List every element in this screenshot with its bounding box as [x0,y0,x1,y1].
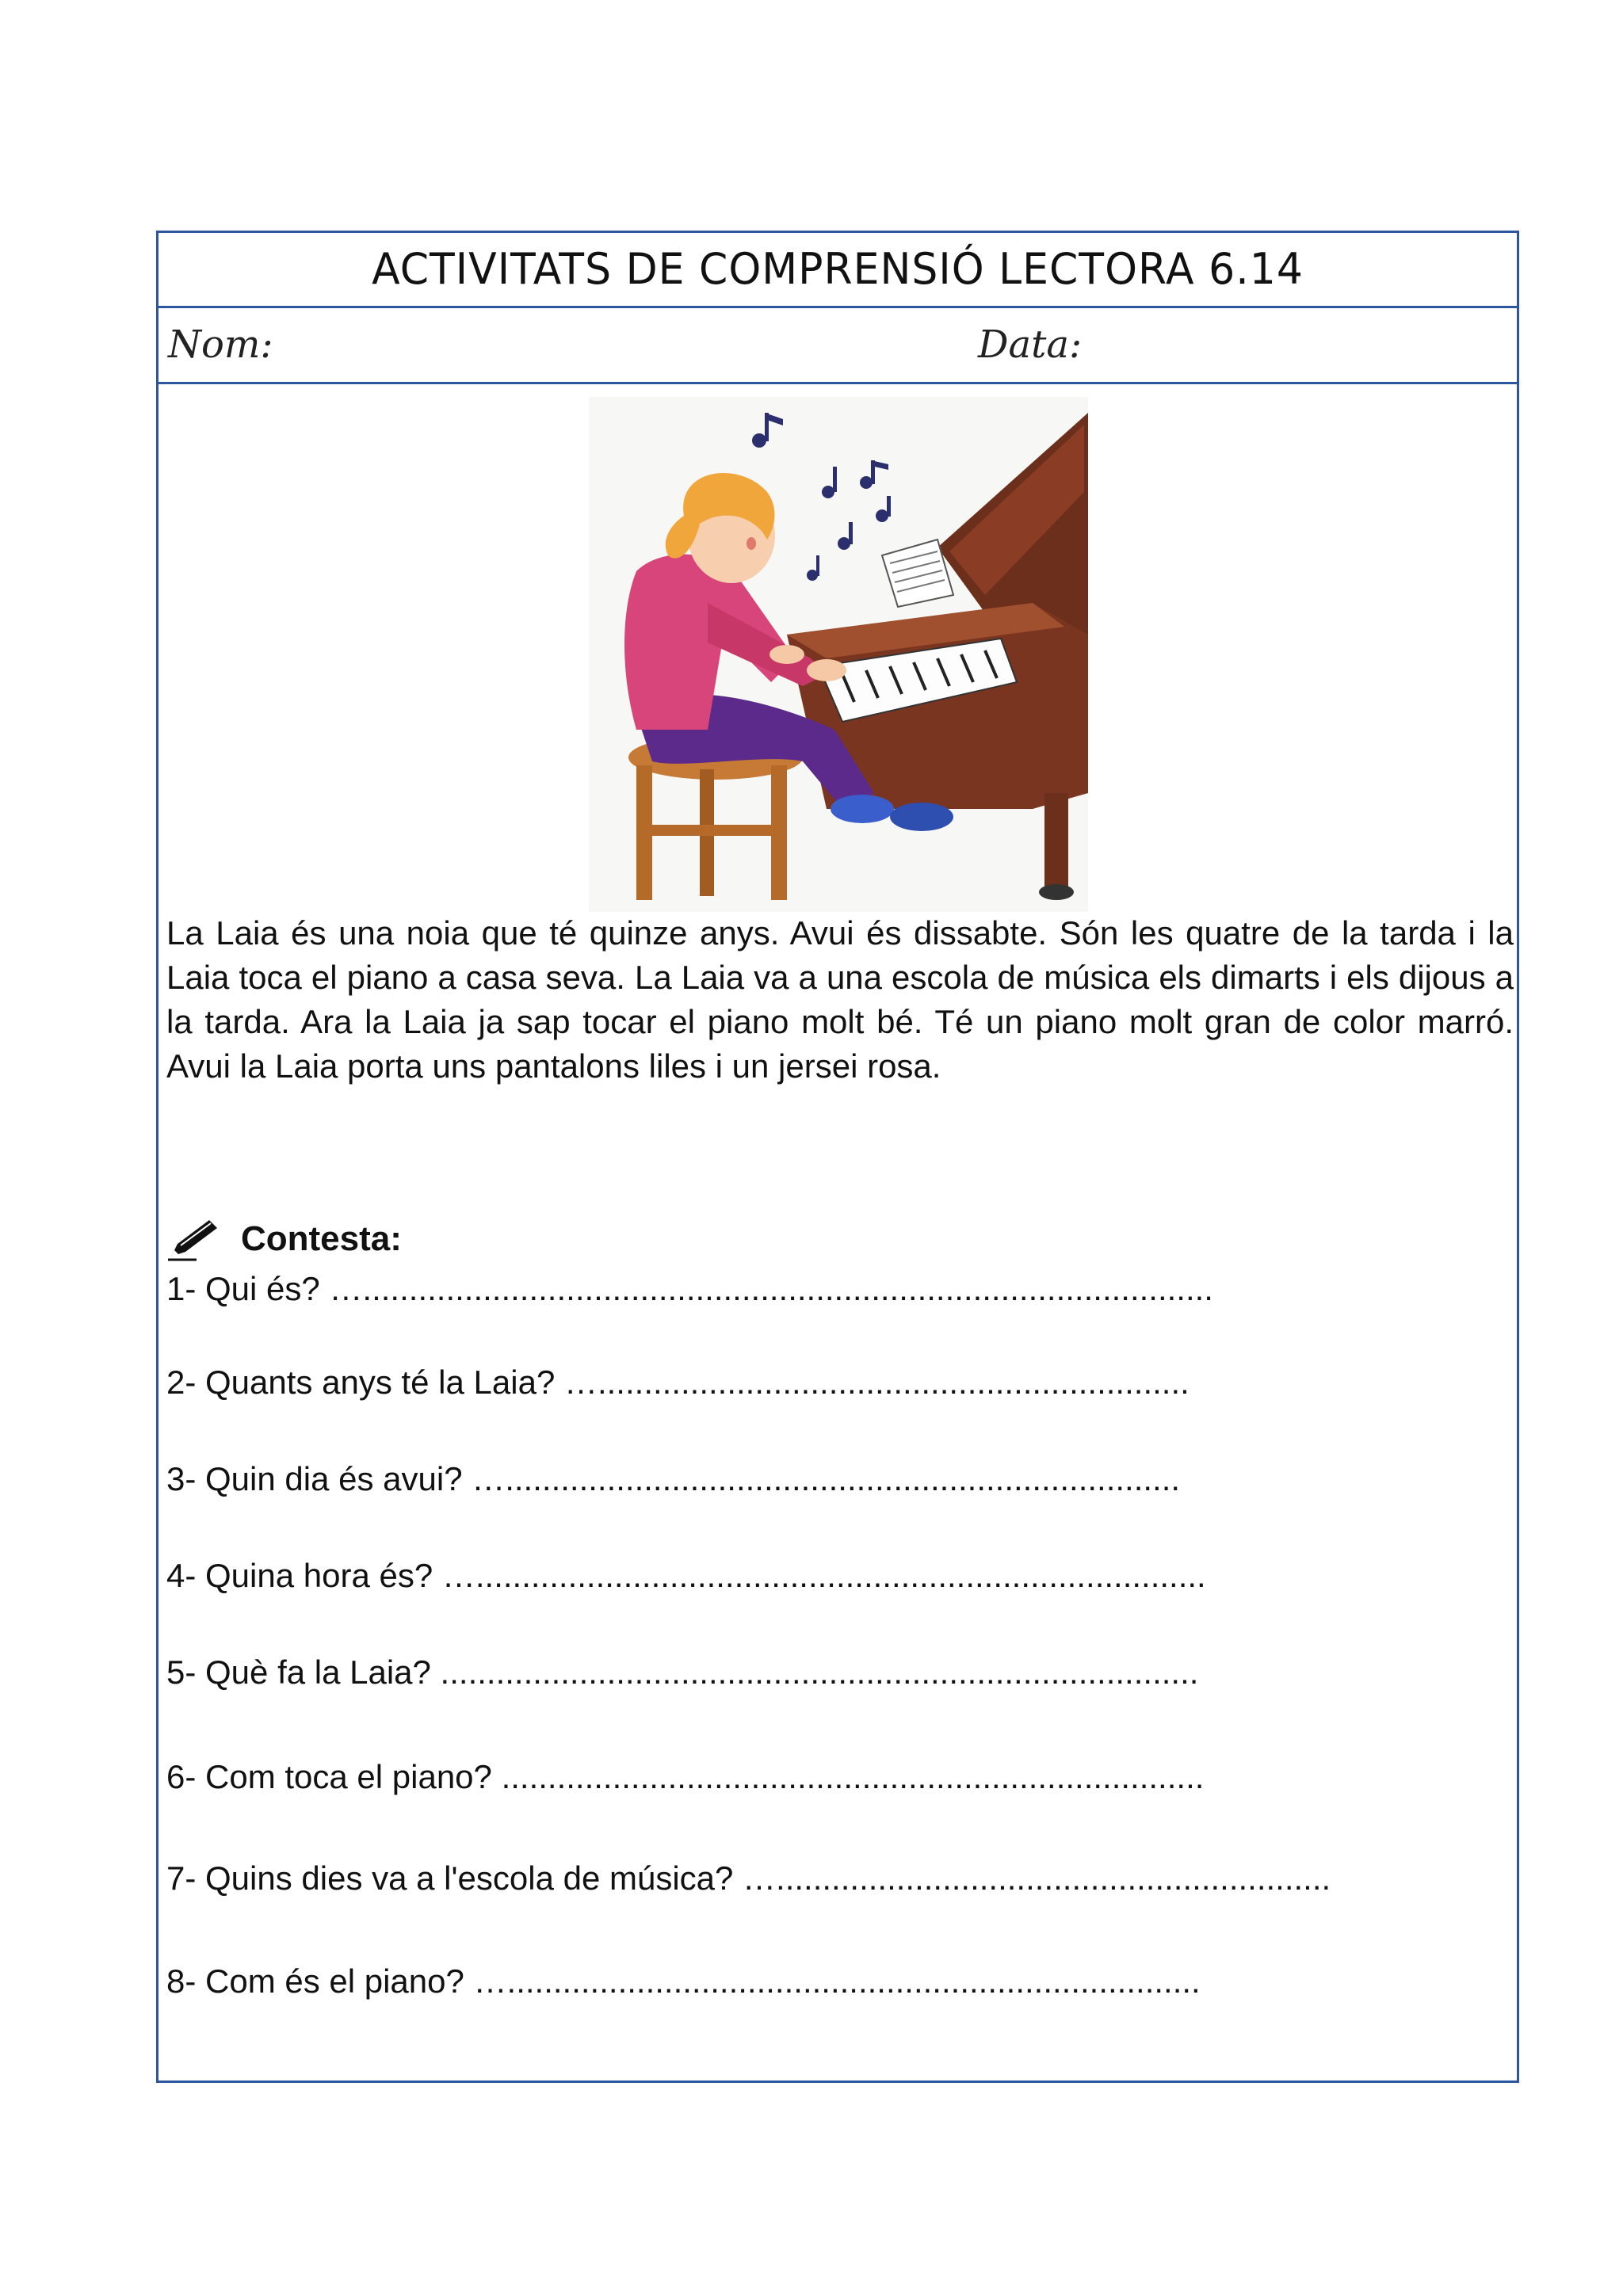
question-1[interactable]: 1- Qui és? …............................................................................................ [166,1270,1213,1307]
question-6[interactable]: 6- Com toca el piano? ............................................................................ [166,1758,1205,1795]
question-8[interactable]: 8- Com és el piano? …........................................................................... [166,1962,1201,2000]
title-row [158,233,1517,308]
question-2[interactable]: 2- Quants anys té la Laia? …................................................................ [166,1363,1190,1401]
question-5[interactable]: 5- Què fa la Laia? .................................................................................. [166,1653,1199,1691]
worksheet [156,231,1519,2083]
reading-paragraph: La Laia és una noia que té quinze anys. Avui és dissabte. Són les quatre de la tarda i la Laia toca el piano a casa seva. La Laia va a una escola de música els dimarts i els dijous a la tarda. Ara la Laia ja sap tocar el piano molt bé. Té un piano molt gran de color marró. Avui la Laia porta uns pantalons liles i un jersei rosa. [166,914,1514,1085]
name-label: Nom: [168,322,273,367]
name-date-row [158,308,1517,384]
question-3[interactable]: 3- Quin dia és avui? …......................................................................... [166,1460,1181,1497]
girl-playing-piano-illustration [589,397,1088,912]
exercise-header [165,1211,402,1267]
worksheet-title: ACTIVITATS DE COMPRENSIÓ LECTORA 6.14 [372,244,1304,295]
exercise-label: Contesta: [241,1219,402,1258]
pencil-icon [165,1215,220,1263]
question-7[interactable]: 7- Quins dies va a l'escola de música? …............................................................ [166,1859,1331,1897]
date-label: Data: [978,322,1083,367]
question-4[interactable]: 4- Quina hora és? …............................................................................... [166,1557,1206,1594]
